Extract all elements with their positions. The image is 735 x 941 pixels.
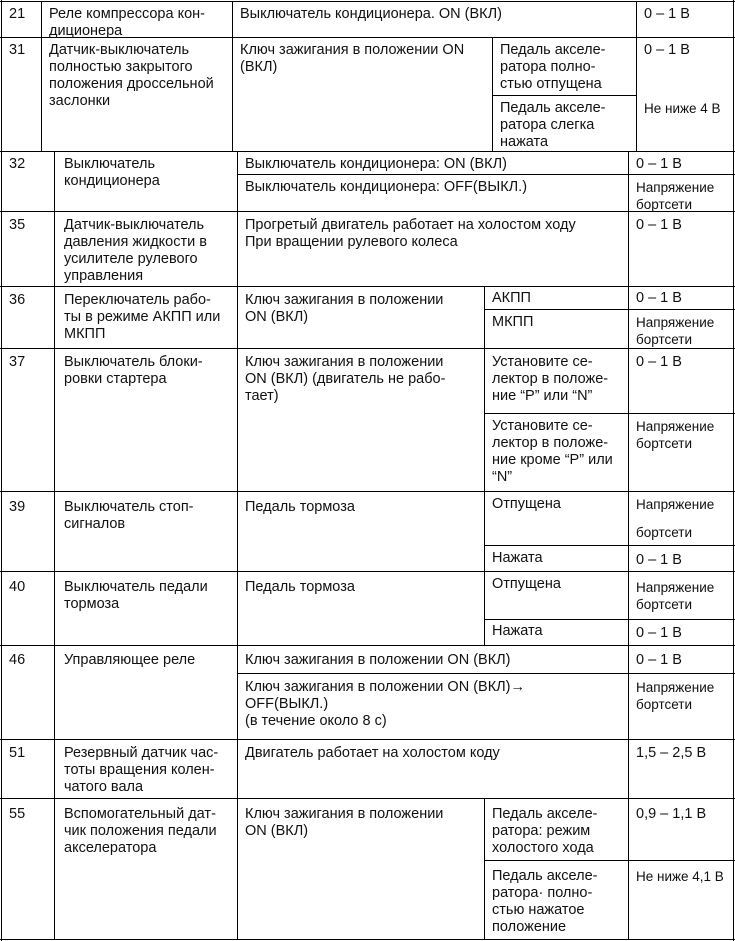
sub-row-divider [484,413,735,414]
sub-condition: АКПП [492,290,531,306]
nominal-value: Напряжение бортсети [636,680,715,712]
test-condition: Выключатель кондиционера: OFF(ВЫКЛ.) [245,179,528,195]
nominal-value: 1,5 – 2,5 В [636,745,707,761]
col-divider [41,1,42,151]
test-condition: Ключ зажигания в положении ON (ВКЛ) [245,652,511,668]
table-border-left [1,0,2,941]
nominal-value: 0 – 1 В [636,290,682,306]
component-name: Датчик-выключатель давления жидкости в усилителе рулевого управления [64,217,207,284]
test-condition: Ключ зажигания в положении ON (ВКЛ)→ OFF(ВЫКЛ.) (в течение около 8 с) [245,679,526,729]
row-number: 51 [9,745,26,761]
sub-condition: Установите се- лектор в положе- ние “P” или “N” [492,354,609,404]
component-name: Выключатель кондиционера [64,156,160,189]
row-number: 40 [9,579,26,595]
nominal-value: Не ниже 4 В [644,101,721,116]
component-name: Резервный датчик час- тоты вращения колен- чатого вала [64,745,219,795]
sub-row-divider [237,673,735,674]
test-condition: Педаль тормоза [245,579,355,595]
col-divider [636,1,637,151]
component-name: Датчик-выключатель полностью закрытого положения дроссельной заслонки [49,42,214,109]
nominal-value: 0 – 1 В [636,652,682,668]
component-name: Реле компрессора кон- диционера [49,6,205,39]
col-divider [237,151,238,939]
component-name: Выключатель педали тормоза [64,579,208,612]
test-condition: Педаль тормоза [245,499,355,515]
test-condition: Прогретый двигатель работает на холостом ходу При вращении рулевого колеса [245,217,576,250]
test-condition: Выключатель кондиционера. ON (ВКЛ) [240,6,502,22]
nominal-value: Напряжение бортсети [636,315,715,347]
sub-row-divider [484,545,735,546]
row-number: 31 [9,42,26,58]
test-condition: Двигатель работает на холостом коду [245,745,500,761]
test-condition: Ключ зажигания в положении ON (ВКЛ) [245,292,444,325]
nominal-value: Напряжение бортсети [636,497,715,540]
row-number: 21 [9,6,26,22]
nominal-value: 0 – 1 В [636,552,682,568]
row-number: 36 [9,292,26,308]
col-divider [54,151,55,939]
nominal-value: 0 – 1 В [636,625,682,641]
sub-condition: Нажата [492,550,543,566]
component-name: Выключатель стоп- сигналов [64,499,194,532]
test-condition: Выключатель кондиционера: ON (ВКЛ) [245,156,507,172]
row-number: 37 [9,354,26,370]
col-divider [484,798,485,939]
sub-row-divider [484,619,735,620]
nominal-value: 0,9 – 1,1 В [636,806,707,822]
col-divider [232,1,233,151]
sub-condition: МКПП [492,314,534,330]
row-number: 55 [9,806,26,822]
component-name: Выключатель блоки- ровки стартера [64,354,203,387]
nominal-value: 0 – 1 В [636,217,682,233]
sub-condition: Педаль акселе- ратора слегка нажата [500,100,606,150]
row-divider [0,798,735,799]
row-divider [0,645,735,646]
nominal-value: 0 – 1 В [636,354,682,370]
row-divider [0,211,735,212]
row-divider [0,939,735,940]
test-condition: Ключ зажигания в положении ON (ВКЛ) (двигатель не рабо- тает) [245,354,446,404]
row-number: 39 [9,499,26,515]
sub-row-divider [484,860,735,861]
nominal-value: Напряжение бортсети [636,180,715,212]
sub-row-divider [492,95,636,96]
table-border-right [733,0,734,941]
component-name: Управляющее реле [64,652,196,668]
row-number: 32 [9,156,26,172]
nominal-value: 0 – 1 В [644,42,690,58]
row-divider [0,348,735,349]
sub-condition: Установите се- лектор в положе- ние кроме “P” или “N” [492,418,613,485]
component-name: Переключатель рабо- ты в режиме АКПП или МКПП [64,292,221,342]
test-condition: Ключ зажигания в положении ON (ВКЛ) [245,806,444,839]
col-divider [492,37,493,151]
row-divider [0,491,735,492]
sub-condition: Педаль акселе- ратора· полно- стью нажатое положение [492,868,598,935]
row-divider [0,571,735,572]
sub-row-divider [484,309,735,310]
sub-condition: Отпущена [492,496,561,512]
nominal-value: 0 – 1 В [636,156,682,172]
col-divider [484,286,485,571]
test-condition: Ключ зажигания в положении ON (ВКЛ) [240,42,465,75]
nominal-value: Напряжение бортсети [636,580,715,612]
nominal-value: Напряжение бортсети [636,419,715,451]
nominal-value: 0 – 1 В [644,6,690,22]
sub-condition: Педаль акселе- ратора полно- стью отпущена [500,42,606,92]
sub-condition: Нажата [492,623,543,639]
row-divider [0,739,735,740]
row-number: 35 [9,217,26,233]
row-number: 46 [9,652,26,668]
sub-condition: Отпущена [492,576,561,592]
col-divider [484,571,485,645]
sub-condition: Педаль акселе- ратора: режим холостого хода [492,806,598,856]
nominal-value: Не ниже 4,1 В [636,869,724,884]
row-divider [0,1,735,2]
component-name: Вспомогательный дат- чик положения педали акселератора [64,806,217,856]
